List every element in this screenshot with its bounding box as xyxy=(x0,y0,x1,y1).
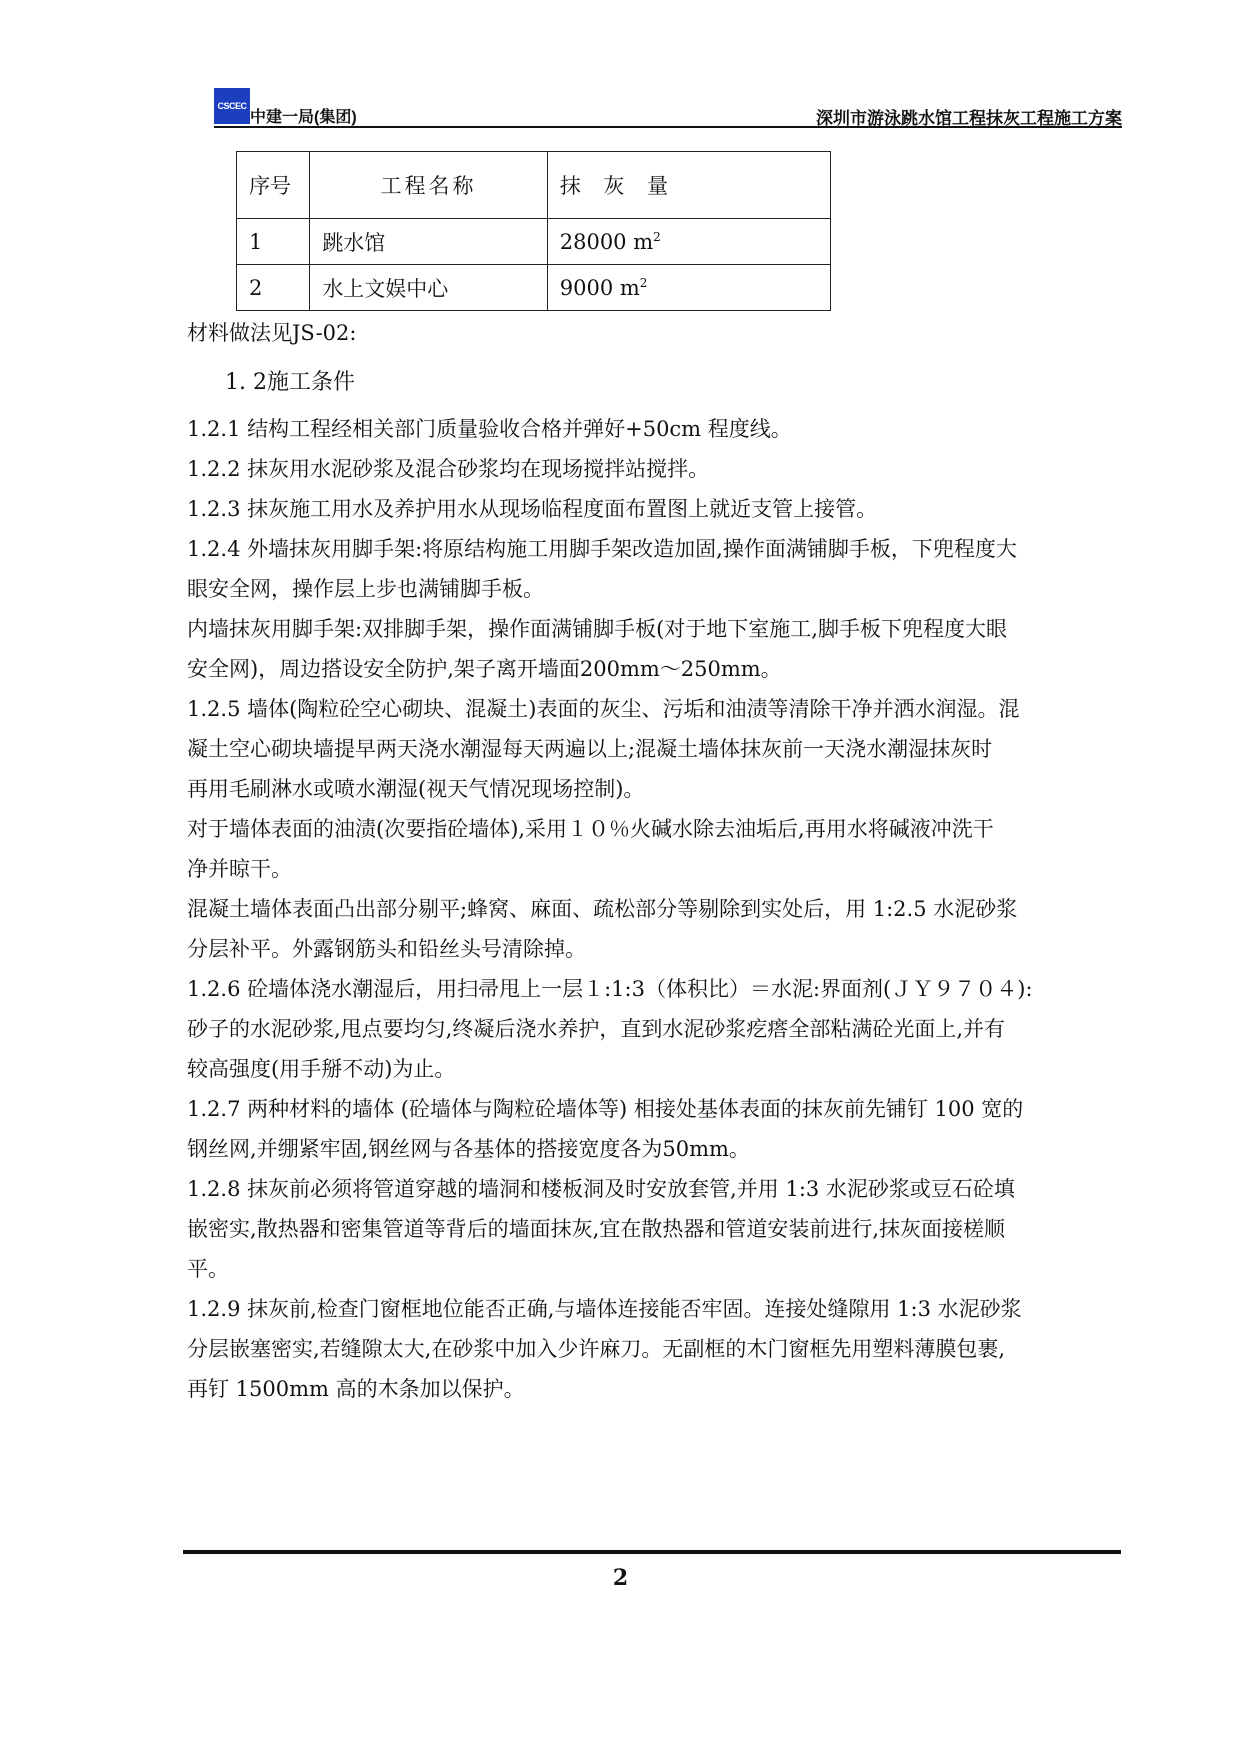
row-no: 2 xyxy=(237,265,310,311)
body-line: 再用毛刷淋水或喷水潮湿(视天气情况现场控制)。 xyxy=(187,777,645,801)
cscec-logo-icon: CSCEC xyxy=(214,88,250,124)
amount-value: 28000 m xyxy=(559,229,654,254)
body-line: 分层嵌塞密实,若缝隙太大,在砂浆中加入少许麻刀。无副框的木门窗框先用塑料薄膜包裹, xyxy=(187,1337,1006,1361)
body-line: 1.2.1 结构工程经相关部门质量验收合格并弹好+50cm 程度线。 xyxy=(187,417,792,441)
body-line: 1.2.5 墙体(陶粒砼空心砌块、混凝土)表面的灰尘、污垢和油渍等清除干净并洒水润湿。混 xyxy=(187,697,1020,721)
body-line: 1.2.6 砼墙体浇水潮湿后，用扫帚甩上一层１:1:3（体积比）＝水泥:界面剂(ＪＹ９７０４): xyxy=(187,977,1033,1001)
body-line: 眼安全网，操作层上步也满铺脚手板。 xyxy=(187,577,544,601)
unit-exponent: 2 xyxy=(653,229,661,244)
body-line: 1.2.4 外墙抹灰用脚手架:将原结构施工用脚手架改造加固,操作面满铺脚手板，下兜程度大 xyxy=(187,537,1017,561)
amount-value: 9000 m xyxy=(559,275,640,300)
row-name: 跳水馆 xyxy=(310,219,547,265)
header-amount-label: 抹 灰 量 xyxy=(559,174,677,198)
row-name: 水上文娱中心 xyxy=(310,265,547,311)
row-amount xyxy=(547,219,830,265)
footer-divider xyxy=(183,1550,1121,1554)
body-line: 1.2.3 抹灰施工用水及养护用水从现场临程度面布置图上就近支管上接管。 xyxy=(187,497,878,521)
document-title: 深圳市游泳跳水馆工程抹灰工程施工方案 xyxy=(816,109,1122,128)
body-line: 净并晾干。 xyxy=(187,857,292,881)
body-line: 安全网)，周边搭设安全防护,架子离开墙面200mm～250mm。 xyxy=(187,657,782,681)
plaster-quantity-table xyxy=(236,151,831,311)
header-cell-name: 工程名称 xyxy=(310,152,547,219)
body-line: 再钉 1500mm 高的木条加以保护。 xyxy=(187,1377,525,1401)
body-line: 砂子的水泥砂浆,甩点要均匀,终凝后浇水养护，直到水泥砂浆疙瘩全部粘满砼光面上,并有 xyxy=(187,1017,1006,1041)
page-number: 2 xyxy=(612,1565,629,1591)
body-line: 1.2.8 抹灰前必须将管道穿越的墙洞和楼板洞及时安放套管,并用 1:3 水泥砂浆或豆石砼填 xyxy=(187,1177,1015,1201)
row-amount xyxy=(547,265,830,311)
body-line: 钢丝网,并绷紧牢固,钢丝网与各基体的搭接宽度各为50mm。 xyxy=(187,1137,750,1161)
header-cell-amount xyxy=(547,152,830,219)
table-header-row xyxy=(237,152,831,219)
body-line: 平。 xyxy=(187,1257,229,1281)
section-heading: 1. 2施工条件 xyxy=(225,370,355,395)
unit-exponent: 2 xyxy=(639,275,648,290)
body-line: 内墙抹灰用脚手架:双排脚手架，操作面满铺脚手板(对于地下室施工,脚手板下兜程度大眼 xyxy=(187,617,1007,641)
table-row xyxy=(237,265,831,311)
body-line: 混凝土墙体表面凸出部分剔平;蜂窝、麻面、疏松部分等剔除到实处后，用 1:2.5 水泥砂浆 xyxy=(187,897,1018,921)
body-line: 凝土空心砌块墙提早两天浇水潮湿每天两遍以上;混凝土墙体抹灰前一天浇水潮湿抹灰时 xyxy=(187,737,993,761)
table-row xyxy=(237,219,831,265)
body-line: 较高强度(用手掰不动)为止。 xyxy=(187,1057,456,1081)
page-header xyxy=(214,88,1122,130)
body-line: 对于墙体表面的油渍(次要指砼墙体),采用１０％火碱水除去油垢后,再用水将碱液冲洗干 xyxy=(187,817,994,841)
body-line: 1.2.7 两种材料的墙体 (砼墙体与陶粒砼墙体等) 相接处基体表面的抹灰前先铺钉 100 宽的 xyxy=(187,1097,1024,1121)
materials-note: 材料做法见JS-02: xyxy=(187,321,357,345)
body-line: 嵌密实,散热器和密集管道等背后的墙面抹灰,宜在散热器和管道安装前进行,抹灰面接槎顺 xyxy=(187,1217,1006,1241)
document-body xyxy=(187,313,1125,1409)
body-line: 1.2.2 抹灰用水泥砂浆及混合砂浆均在现场搅拌站搅拌。 xyxy=(187,457,710,481)
body-line: 分层补平。外露钢筋头和铅丝头号清除掉。 xyxy=(187,937,586,961)
company-name: 中建一局(集团) xyxy=(250,109,357,126)
header-cell-no: 序号 xyxy=(237,152,310,219)
header-divider xyxy=(214,126,1122,128)
body-line: 1.2.9 抹灰前,检查门窗框地位能否正确,与墙体连接能否牢固。连接处缝隙用 1:3 水泥砂浆 xyxy=(187,1297,1022,1321)
row-no: 1 xyxy=(237,219,310,265)
